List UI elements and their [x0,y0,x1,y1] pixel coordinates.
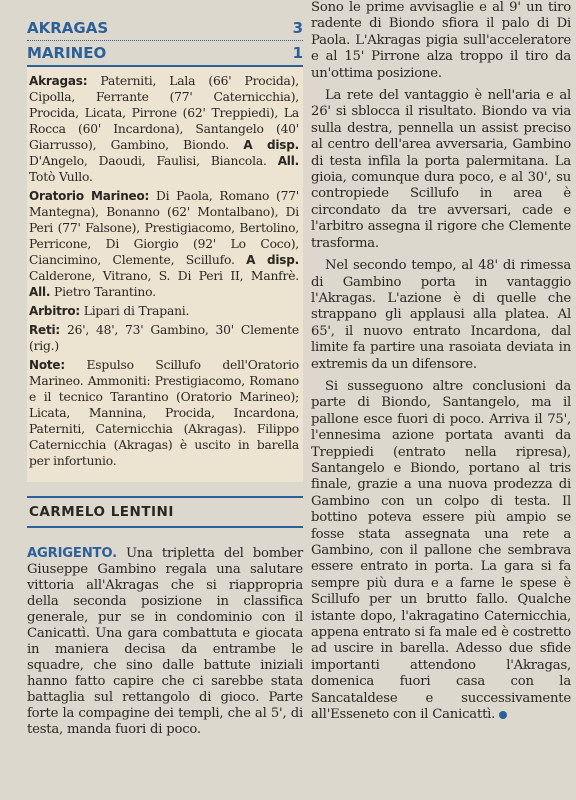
score-row-akragas [27,16,303,40]
end-mark-icon [499,711,507,719]
akragas-lineup: Akragas: Paterniti, Lala (66' Procida), Cipolla, Ferrante (77' Caternicchia), Procida, Licata, Pirrone (62' Treppiedi), La Rocca (60' Incardona), Santangelo (40' Giarrusso), Gambino, Biondo. A disp. D'Angelo, Daoudi, Faulisi, Biancola. All. Totò Vullo. [29,74,300,184]
team1-name: AKRAGAS [27,19,109,37]
paragraph-1: Sono le prime avvisaglie e al 9' un tiro radente di Biondo sfiora il palo di Di Paola. L'Akragas pigia sull'acceleratore e al 15' Pirrone alza troppo il tiro da un'ottima posizione. [311,0,571,81]
notes-line: Note: Espulso Scillufo dell'Oratorio Marineo. Ammoniti: Prestigiacomo, Romano e il tecnico Tarantino (Oratorio Marineo); Licata, Mannina, Procida, Incardona, Paterniti, Caternicchia (Akragas). Filippo Caternicchia (Akragas) è uscito in barella per infortunio. [29,358,299,468]
referee-line: Arbitro: Lipari di Trapani. [29,304,190,318]
team2-score: 1 [292,44,303,62]
team1-score: 3 [292,19,303,37]
paragraph-2: La rete del vantaggio è nell'aria e al 26' si sblocca il risultato. Biondo va via sulla destra, pennella un assist preciso al centro dell'area avversaria, Gambino di testa infila la porta palermitana. La gioia, comunque dura poco, e al 30', su contropiede Scillufo in area è circondato da tre avversari, cade e l'arbitro assegna il rigore che Clemente trasforma. [311,88,571,251]
lead-text: Una tripletta del bomber Giuseppe Gambino regala una salutare vittoria all'Akragas che si riappropria della seconda posizione in classifica generale, pur se in condominio con il Canicattì. Una gara combattuta e giocata in maniera decisa da entrambe le squadre, che sino dalle battute iniziali hanno fatto capire che ci sarebbe stata battaglia sul rettangolo di gioco. Parte forte la compagine dei templi, che al 5', di testa, manda fuori di poco. [27,546,303,737]
team2-name: MARINEO [27,44,107,62]
author-byline: CARMELO LENTINI [27,496,303,528]
oratorio-lineup: Oratorio Marineo: Di Paola, Romano (77' Mantegna), Bonanno (62' Montalbano), Di Peri (77' Falsone), Prestigiacomo, Bertolino, Perricone, Di Giorgio (92' Lo Coco), Ciancimino, Clemente, Scillufo. A disp. Calderone, Vitrano, S. Di Peri II, Manfrè. All. Pietro Tarantino. [29,189,300,299]
goals-line: Reti: 26', 48', 73' Gambino, 30' Clemente (rig.) [29,323,299,353]
right-column [311,0,571,729]
dateline: AGRIGENTO. [27,546,117,561]
paragraph-4: Si susseguono altre conclusioni da parte di Biondo, Santangelo, ma il pallone esce fuori di poco. Arriva il 75', l'ennesima azione portata avanti da Treppiedi (entrato nella ripresa), Santangelo e Biondo, portano al tris finale, grazie a una nuova prodezza di Gambino con un colpo di testa. Il bottino poteva essere più ampio se fosse stata assegnata una rete a Gambino, con il pallone che sembrava essere entrato in porta. La gara si fa sempre più dura e a farne le spese è Scillufo per un brutto fallo. Qualche istante dopo, l'akragatino Caternicchia, appena entrato si fa male ed è costretto ad uscire in barella. Adesso due sfide importanti attendono l'Akragas, domenica fuori casa con la Sancataldese e successivamente all'Esseneto con il Canicattì. [311,378,571,723]
match-info-box [27,65,303,482]
paragraph-3: Nel secondo tempo, al 48' di rimessa di Gambino porta in vantaggio l'Akragas. L'azione è di quelle che strappano gli applausi alla platea. Al 65', il nuovo entrato Incardona, dal limite fa partire una rasoiata deviata in extremis da un difensore. [311,258,571,372]
left-column [27,16,303,738]
score-row-marineo [27,41,303,65]
article-lead [27,546,303,738]
